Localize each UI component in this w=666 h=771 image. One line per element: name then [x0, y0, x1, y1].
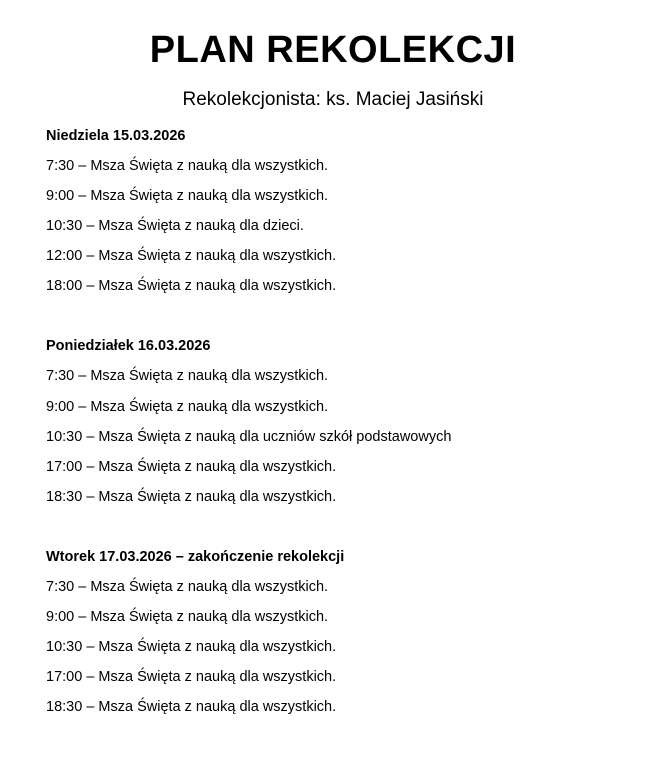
day-section-tuesday	[46, 542, 646, 722]
schedule-entry: 17:00 – Msza Święta z nauką dla wszystkich.	[46, 669, 337, 686]
page-subtitle: Rekolekcjonista: ks. Maciej Jasiński	[182, 89, 484, 110]
day-section-sunday	[46, 121, 646, 301]
schedule-entry: 9:00 – Msza Święta z nauką dla wszystkich.	[46, 398, 329, 415]
schedule-entry: 18:00 – Msza Święta z nauką dla wszystkich.	[46, 278, 337, 295]
schedule-entry: 10:30 – Msza Święta z nauką dla wszystkich.	[46, 639, 337, 656]
schedule-entry: 7:30 – Msza Święta z nauką dla wszystkich.	[46, 368, 329, 385]
day-heading: Wtorek 17.03.2026 – zakończenie rekolekcji	[46, 548, 345, 565]
schedule-entry: 9:00 – Msza Święta z nauką dla wszystkich.	[46, 188, 329, 205]
schedule	[46, 121, 646, 752]
day-heading: Poniedziałek 16.03.2026	[46, 338, 211, 355]
schedule-entry: 9:00 – Msza Święta z nauką dla wszystkich.	[46, 609, 329, 626]
schedule-entry: 7:30 – Msza Święta z nauką dla wszystkich.	[46, 578, 329, 595]
schedule-entry: 18:30 – Msza Święta z nauką dla wszystkich.	[46, 488, 337, 505]
schedule-entry: 10:30 – Msza Święta z nauką dla dzieci.	[46, 218, 304, 235]
day-section-monday	[46, 331, 646, 511]
schedule-entry: 12:00 – Msza Święta z nauką dla wszystkich.	[46, 248, 337, 265]
day-heading: Niedziela 15.03.2026	[46, 128, 186, 144]
schedule-entry: 18:30 – Msza Święta z nauką dla wszystkich.	[46, 699, 337, 716]
schedule-entry: 7:30 – Msza Święta z nauką dla wszystkich.	[46, 158, 329, 174]
schedule-entry: 17:00 – Msza Święta z nauką dla wszystkich.	[46, 458, 337, 475]
page-title: PLAN REKOLEKCJI	[149, 29, 517, 71]
schedule-entry: 10:30 – Msza Święta z nauką dla uczniów szkół podstawowych	[46, 428, 452, 445]
